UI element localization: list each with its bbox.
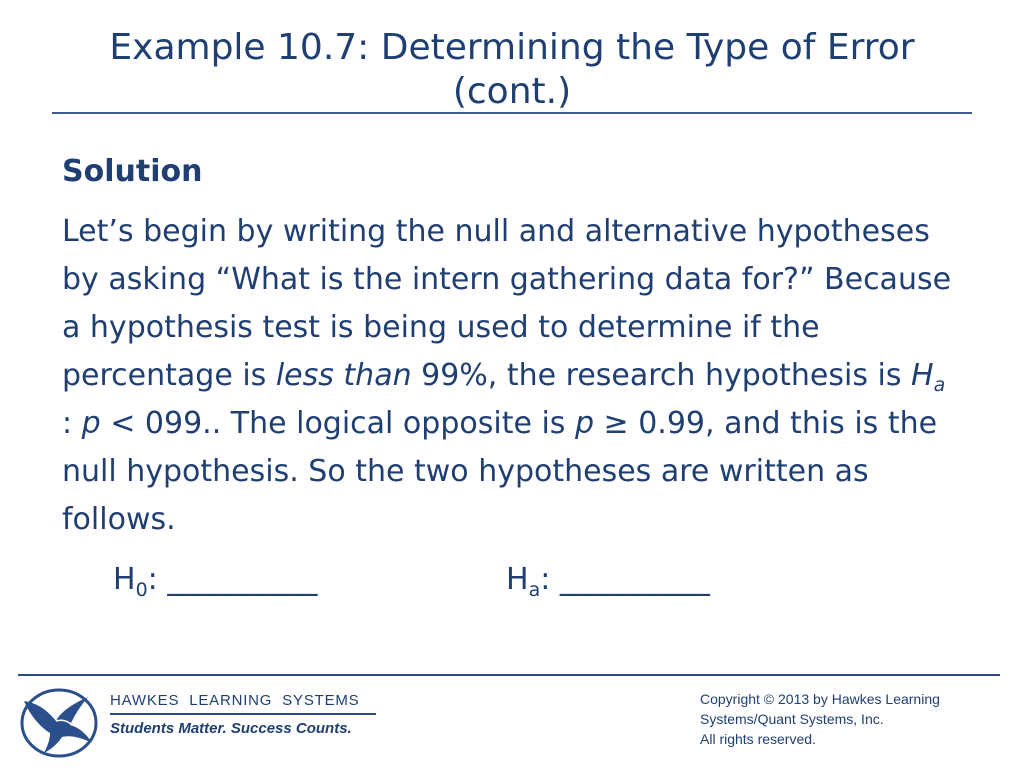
emphasis-less-than: less than — [275, 358, 412, 393]
null-hypothesis — [113, 560, 317, 600]
brand-name: HAWKES LEARNING SYSTEMS — [110, 692, 360, 709]
h0-blank: __________ — [167, 562, 318, 597]
solution-section — [62, 152, 962, 544]
text-run: ≥ 0.99, and this is the null hypothesis. So the two hypotheses are written as follows. — [62, 406, 938, 537]
copyright-notice — [700, 689, 1010, 749]
h0-subscript: 0 — [135, 579, 148, 601]
copyright-line: Systems/Quant Systems, Inc. — [700, 711, 884, 727]
ha-letter: H — [506, 562, 529, 597]
text-run: < 099.. The logical opposite is — [100, 406, 575, 441]
solution-paragraph — [62, 208, 962, 544]
footer-divider — [18, 674, 1000, 676]
math-p: p — [574, 406, 594, 441]
copyright-line: All rights reserved. — [700, 731, 816, 747]
math-p: p — [81, 406, 101, 441]
text-run: Let’s begin by writing the null and alternative hypotheses by asking “What is the intern gathering data for?” Because a hypothesis test is being used to determine if the percentage is — [62, 214, 952, 393]
math-h: H — [911, 358, 934, 393]
copyright-line: Copyright © 2013 by Hawkes Learning — [700, 691, 940, 707]
h0-colon: : — [147, 562, 158, 597]
hawk-logo-icon — [18, 683, 100, 759]
brand-divider — [110, 713, 376, 715]
text-run: : — [62, 406, 82, 441]
h0-letter: H — [113, 562, 136, 597]
ha-subscript: a — [528, 579, 541, 601]
ha-blank: __________ — [559, 562, 710, 597]
slide-title-line-1: Example 10.7: Determining the Type of Error — [109, 27, 915, 68]
slide-title — [60, 26, 964, 114]
hypotheses-row — [0, 560, 1024, 604]
math-sub-a: a — [933, 374, 946, 396]
ha-colon: : — [540, 562, 551, 597]
text-run: 99%, the research hypothesis is — [411, 358, 912, 393]
slide-title-line-2: (cont.) — [452, 71, 572, 112]
solution-heading: Solution — [62, 154, 203, 189]
brand-tagline: Students Matter. Success Counts. — [110, 720, 352, 737]
title-divider — [52, 112, 972, 114]
alternative-hypothesis — [506, 560, 710, 600]
